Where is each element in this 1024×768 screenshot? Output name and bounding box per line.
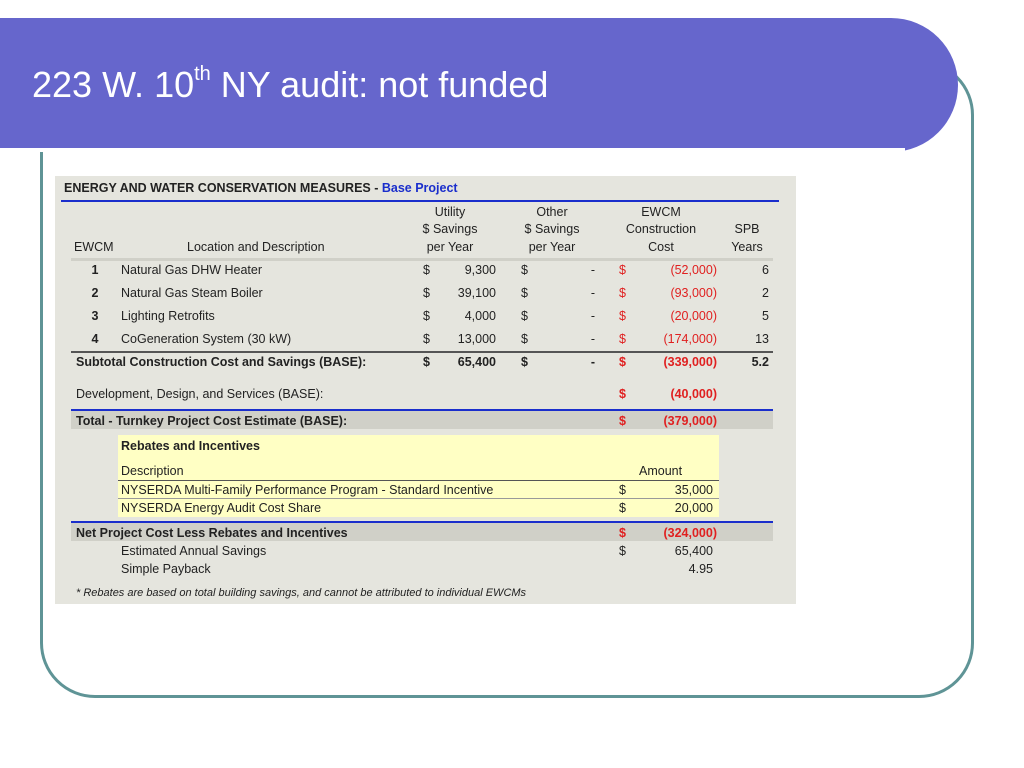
total-label: Total - Turnkey Project Cost Estimate (BASE): [76, 414, 348, 428]
subtotal-currency: $ [423, 355, 430, 369]
row-utility-savings: 4,000 [464, 309, 496, 323]
row-cost: (174,000) [663, 332, 717, 346]
net-cost: (324,000) [663, 526, 717, 540]
development-cost: (40,000) [670, 387, 717, 401]
header-other-1: Other [536, 205, 568, 219]
row-description: CoGeneration System (30 kW) [121, 332, 292, 346]
annual-savings-value: 65,400 [674, 544, 713, 558]
row-currency: $ [521, 309, 528, 323]
row-currency: $ [423, 286, 430, 300]
slide-title [32, 56, 548, 107]
row-number: 2 [91, 286, 99, 300]
row-utility-savings: 39,100 [457, 286, 496, 300]
row-currency: $ [423, 332, 430, 346]
subtotal-spb: 5.2 [751, 355, 769, 369]
row-cost: (93,000) [670, 286, 717, 300]
subtotal-currency: $ [521, 355, 528, 369]
header-cost-3: Cost [648, 240, 674, 254]
header-other-3: per Year [528, 240, 576, 254]
row-other-savings: - [590, 332, 595, 346]
header-ewcm: EWCM [74, 240, 114, 254]
rebates-amount-header: Amount [639, 464, 683, 478]
rebate-amount: 35,000 [674, 483, 713, 497]
header-utility-2: $ Savings [422, 222, 478, 236]
row-utility-savings: 9,300 [464, 263, 496, 277]
row-number: 1 [91, 263, 99, 277]
heading-highlight: Base Project [381, 181, 458, 195]
header-rule [71, 258, 773, 261]
subtotal-cost: (339,000) [663, 355, 717, 369]
header-spb-2: Years [731, 240, 763, 254]
rebate-description: NYSERDA Energy Audit Cost Share [121, 501, 322, 515]
subtotal-label: Subtotal Construction Cost and Savings (BASE): [76, 355, 367, 369]
row-number: 3 [91, 309, 99, 323]
subtotal-rule [71, 351, 773, 353]
payback-value: 4.95 [688, 562, 713, 576]
row-utility-savings: 13,000 [457, 332, 496, 346]
table-heading [64, 180, 458, 196]
subtotal-other-savings: - [590, 355, 595, 369]
row-currency: $ [521, 332, 528, 346]
row-currency: $ [619, 309, 626, 323]
header-other-2: $ Savings [524, 222, 580, 236]
row-cost: (20,000) [670, 309, 717, 323]
row-description: Lighting Retrofits [121, 309, 215, 323]
rebates-description-header: Description [121, 464, 184, 478]
row-other-savings: - [590, 309, 595, 323]
row-currency: $ [521, 263, 528, 277]
row-description: Natural Gas DHW Heater [121, 263, 263, 277]
header-utility-1: Utility [434, 205, 466, 219]
row-currency: $ [423, 263, 430, 277]
header-spb-1: SPB [734, 222, 760, 236]
rebates-title: Rebates and Incentives [121, 439, 260, 453]
header-cost-1: EWCM [641, 205, 681, 219]
annual-savings-label: Estimated Annual Savings [121, 544, 267, 558]
rebate-amount: 20,000 [674, 501, 713, 515]
subtotal-utility-savings: 65,400 [457, 355, 496, 369]
measures-table [55, 176, 796, 604]
development-currency: $ [619, 387, 626, 401]
footnote: * Rebates are based on total building savings, and cannot be attributed to individual EWCMs [76, 587, 527, 599]
row-currency: $ [521, 286, 528, 300]
row-spb: 5 [762, 309, 769, 323]
row-description: Natural Gas Steam Boiler [121, 286, 263, 300]
header-utility-3: per Year [426, 240, 474, 254]
title-superscript: th [194, 63, 211, 85]
header-location: Location and Description [187, 240, 325, 254]
heading-rule [61, 200, 779, 202]
row-currency: $ [619, 286, 626, 300]
title-text: 223 W. 10 [32, 64, 195, 105]
row-other-savings: - [590, 263, 595, 277]
rebate-currency: $ [619, 483, 626, 497]
net-currency: $ [619, 526, 626, 540]
title-text-end: NY audit: not funded [210, 64, 549, 105]
annual-savings-currency: $ [619, 544, 626, 558]
row-currency: $ [423, 309, 430, 323]
rebate-currency: $ [619, 501, 626, 515]
title-underline [0, 148, 905, 152]
row-spb: 13 [755, 332, 769, 346]
row-currency: $ [619, 332, 626, 346]
row-cost: (52,000) [670, 263, 717, 277]
row-spb: 6 [762, 263, 769, 277]
development-label: Development, Design, and Services (BASE): [76, 387, 324, 401]
row-spb: 2 [762, 286, 769, 300]
rebates-header-rule [118, 480, 719, 481]
payback-label: Simple Payback [121, 562, 211, 576]
rebates-row-rule [118, 498, 719, 499]
total-cost: (379,000) [663, 414, 717, 428]
net-label: Net Project Cost Less Rebates and Incentives [76, 526, 348, 540]
rebate-description: NYSERDA Multi-Family Performance Program - Standard Incentive [121, 483, 494, 497]
heading-text: ENERGY AND WATER CONSERVATION MEASURES - [64, 181, 382, 195]
row-number: 4 [91, 332, 99, 346]
row-currency: $ [619, 263, 626, 277]
subtotal-currency: $ [619, 355, 626, 369]
row-other-savings: - [590, 286, 595, 300]
total-currency: $ [619, 414, 626, 428]
header-cost-2: Construction [625, 222, 697, 236]
